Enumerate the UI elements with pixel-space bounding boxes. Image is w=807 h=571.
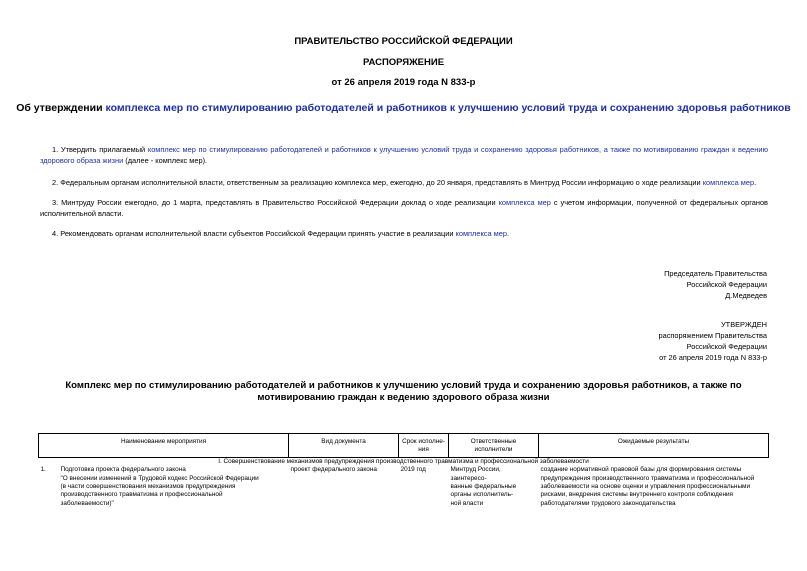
table-row <box>39 466 769 508</box>
measures-table <box>38 433 769 508</box>
row-number: 1. <box>40 466 46 474</box>
signature-name: Д.Медведев <box>725 291 767 300</box>
paragraph-3-text-a: 3. Минтруду России ежегодно, до 1 марта, представлять в Правительство Российской Федерации доклад о ходе реализации <box>52 198 499 207</box>
row-doc-type: проект федерального закона <box>290 466 377 474</box>
paragraph-3 <box>40 197 768 219</box>
signature-position: Председатель Правительства <box>664 269 767 278</box>
approval-approved: УТВЕРЖДЕН <box>720 320 767 329</box>
paragraph-2-link[interactable]: комплекса мер <box>702 178 755 187</box>
approval-by-order: распоряжением Правительства <box>658 331 767 340</box>
document-date-number: от 26 апреля 2019 года N 833-р <box>331 77 476 88</box>
paragraph-2-text-a: 2. Федеральным органам исполнительной власти, ответственным за реализацию комплекса мер, ежегодно, до 20 января, представлять в Минтруд России информацию о ходе реализации <box>52 178 703 187</box>
paragraph-3-text-b: с учетом информации, полученной от федеральных органов исполнительной власти. <box>40 198 768 218</box>
header-doc-type: Вид документа <box>289 434 399 458</box>
document-type: РАСПОРЯЖЕНИЕ <box>362 57 445 68</box>
paragraph-1-text-a: 1. Утвердить прилагаемый <box>52 145 148 154</box>
signature-block <box>664 268 767 301</box>
paragraph-4-text-a: 4. Рекомендовать органам исполнительной власти субъектов Российской Федерации принять участие в реализации <box>52 229 456 238</box>
approval-date: от 26 апреля 2019 года N 833-р <box>659 353 767 362</box>
section-title: I. Совершенствование механизмов предупреждения производственного травматизма и профессиональной заболеваемости <box>218 457 589 465</box>
header-name: Наименование мероприятия <box>39 434 289 458</box>
paragraph-4-link[interactable]: комплекса мер <box>455 229 507 238</box>
document-title-prefix: Об утверждении <box>16 102 106 114</box>
signature-country: Российской Федерации <box>686 280 767 289</box>
section-row <box>39 457 769 466</box>
document-title-link[interactable]: комплекса мер по стимулированию работодателей и работников к улучшению условий труда и сохранению здоровья работников <box>105 102 791 114</box>
paragraph-1 <box>40 144 768 166</box>
row-results: создание нормативной правовой базы для формирования системы предупреждения производственного травматизма и профессиональной заболеваемости на основе оценки и управления профессиональными рисками, внедрения системы внутреннего контроля соблюдения работодателями трудового законодательства <box>540 466 755 507</box>
paragraph-2-text-b: . <box>754 178 757 187</box>
approval-country: Российской Федерации <box>686 342 767 351</box>
complex-title: Комплекс мер по стимулированию работодателей и работников к улучшению условий труда и сохранению здоровья работников, а также по мотивированию граждан к ведению здорового образа жизни <box>65 380 742 403</box>
paragraph-4 <box>40 228 768 239</box>
row-measure-name: Подготовка проекта федерального закона "О внесении изменений в Трудовой кодекс Российской Федерации (в части совершенствования механизмов предупреждения производственного травматизма и профессиональной заболеваемости)" <box>60 466 259 507</box>
row-executors: Минтруд России, заинтересо- ванные федеральные органы исполнитель- ной власти <box>450 466 517 507</box>
header-executors: Ответственные исполнители <box>449 434 539 458</box>
header-deadline: Срок исполне- ния <box>399 434 449 458</box>
paragraph-3-link[interactable]: комплекса мер <box>498 198 551 207</box>
paragraph-2 <box>40 177 768 188</box>
header-results: Ожидаемые результаты <box>539 434 769 458</box>
row-deadline: 2019 год <box>400 466 426 474</box>
paragraph-1-link[interactable]: комплекс мер по стимулированию работодателей и работников к улучшению условий труда и сохранению здоровья работников, а также по мотивированию граждан к ведению здорового образа жизни <box>40 145 768 165</box>
approval-block <box>658 319 767 363</box>
government-name: ПРАВИТЕЛЬСТВО РОССИЙСКОЙ ФЕДЕРАЦИИ <box>294 36 513 47</box>
paragraph-4-text-b: . <box>506 229 510 238</box>
paragraph-1-text-b: (далее - комплекс мер). <box>123 156 208 165</box>
table-header-row <box>39 434 769 458</box>
document-title <box>0 102 807 114</box>
